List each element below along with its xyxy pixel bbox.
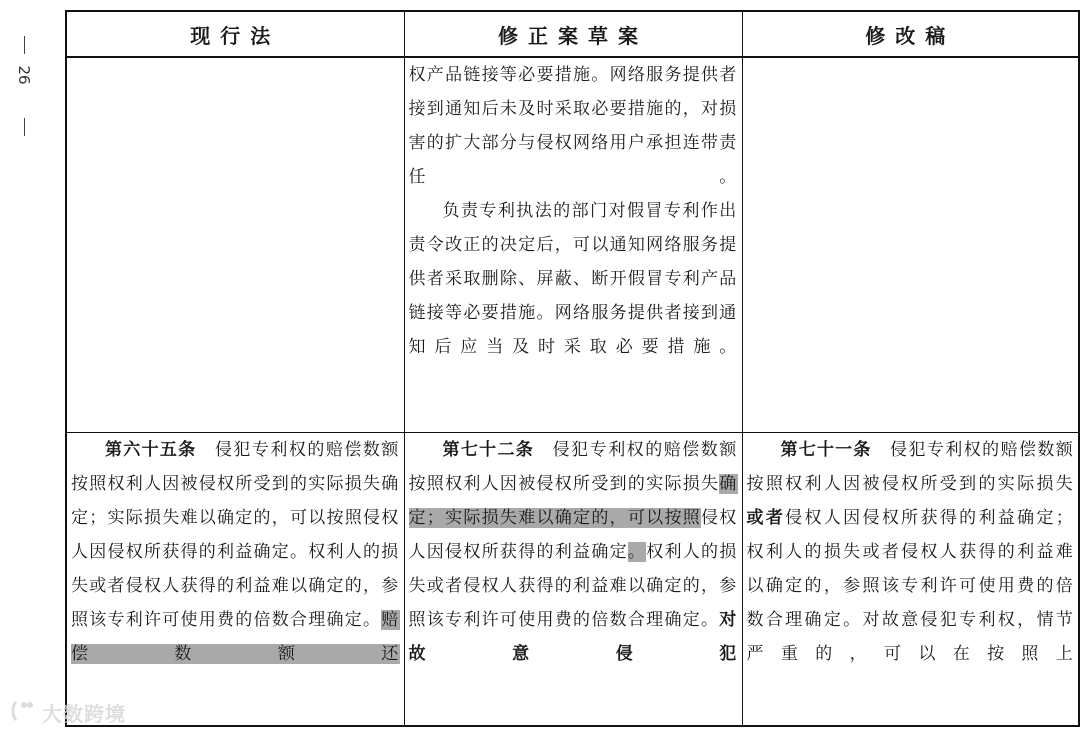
row2-revised-cell	[742, 433, 1079, 727]
highlighted-text: 赔偿数额还	[71, 610, 400, 664]
article-72-text-b: 侵权人因侵权所获得的利益确定	[408, 508, 738, 562]
highlighted-punctuation: 。	[627, 542, 647, 562]
row1-draft-cell	[404, 57, 742, 433]
article-number-65: 第六十五条	[105, 440, 197, 460]
row1-current-law-cell	[66, 57, 404, 433]
highlighted-deletion: 确定；实际损失难以确定的，可以按照	[408, 474, 738, 528]
page-number: 26	[15, 65, 33, 85]
bold-added-text: 对故意侵犯	[408, 610, 738, 664]
article-71-text-a: 侵犯专利权的赔偿数额按照权利人因被侵权所受到的实际损失	[746, 440, 1075, 494]
article-65-text: 侵犯专利权的赔偿数额按照权利人因被侵权所受到的实际损失确定；实际损失难以确定的，可以按照侵权人因侵权所获得的利益确定。权利人的损失或者侵权人获得的利益难以确定的，参照该专利许可使用费的倍数合理确定。	[71, 440, 400, 630]
article-72-text-a: 侵犯专利权的赔偿数额按照权利人因被侵权所受到的实际损失	[408, 440, 738, 494]
row1-draft-paragraph-2: 负责专利执法的部门对假冒专利作出责令改正的决定后，可以通知网络服务提供者采取删除、屏蔽、断开假冒专利产品链接等必要措施。网络服务提供者接到通知后应当及时采取必要措施。	[408, 201, 738, 357]
watermark	[10, 696, 150, 726]
row1-revised-cell	[742, 57, 1079, 433]
article-71-text-b: 侵权人因侵权所获得的利益确定；权利人的损失或者侵权人获得的利益难以确定的，参照该专利许可使用费的倍数合理确定。对故意侵犯专利权，情节严重的，可以在按照上	[746, 508, 1075, 664]
header-current-law: 现行法	[66, 11, 404, 57]
table-row	[66, 57, 1079, 433]
row2-current-law-cell	[66, 433, 404, 727]
article-number-72: 第七十二条	[442, 440, 535, 460]
bold-added-text: 或者	[746, 508, 786, 528]
article-number-71: 第七十一条	[780, 440, 872, 460]
table-row	[66, 433, 1079, 727]
watermark-logo-icon	[10, 698, 38, 724]
row2-draft-cell	[404, 433, 742, 727]
header-revised-draft: 修改稿	[742, 11, 1079, 57]
article-72-text-c: 权利人的损失或者侵权人获得的利益难以确定的，参照该专利许可使用费的倍数合理确定。	[408, 542, 738, 630]
row1-draft-paragraph-1: 权产品链接等必要措施。网络服务提供者接到通知后未及时采取必要措施的，对损害的扩大部分与侵权网络用户承担连带责任。	[408, 65, 738, 187]
margin-dash-top	[24, 36, 25, 54]
watermark-text: 大数跨境	[42, 702, 126, 726]
margin-dash-bottom	[24, 118, 25, 136]
comparison-table	[65, 10, 1080, 727]
header-draft-amendment: 修正案草案	[404, 11, 742, 57]
header-row	[66, 11, 1079, 57]
